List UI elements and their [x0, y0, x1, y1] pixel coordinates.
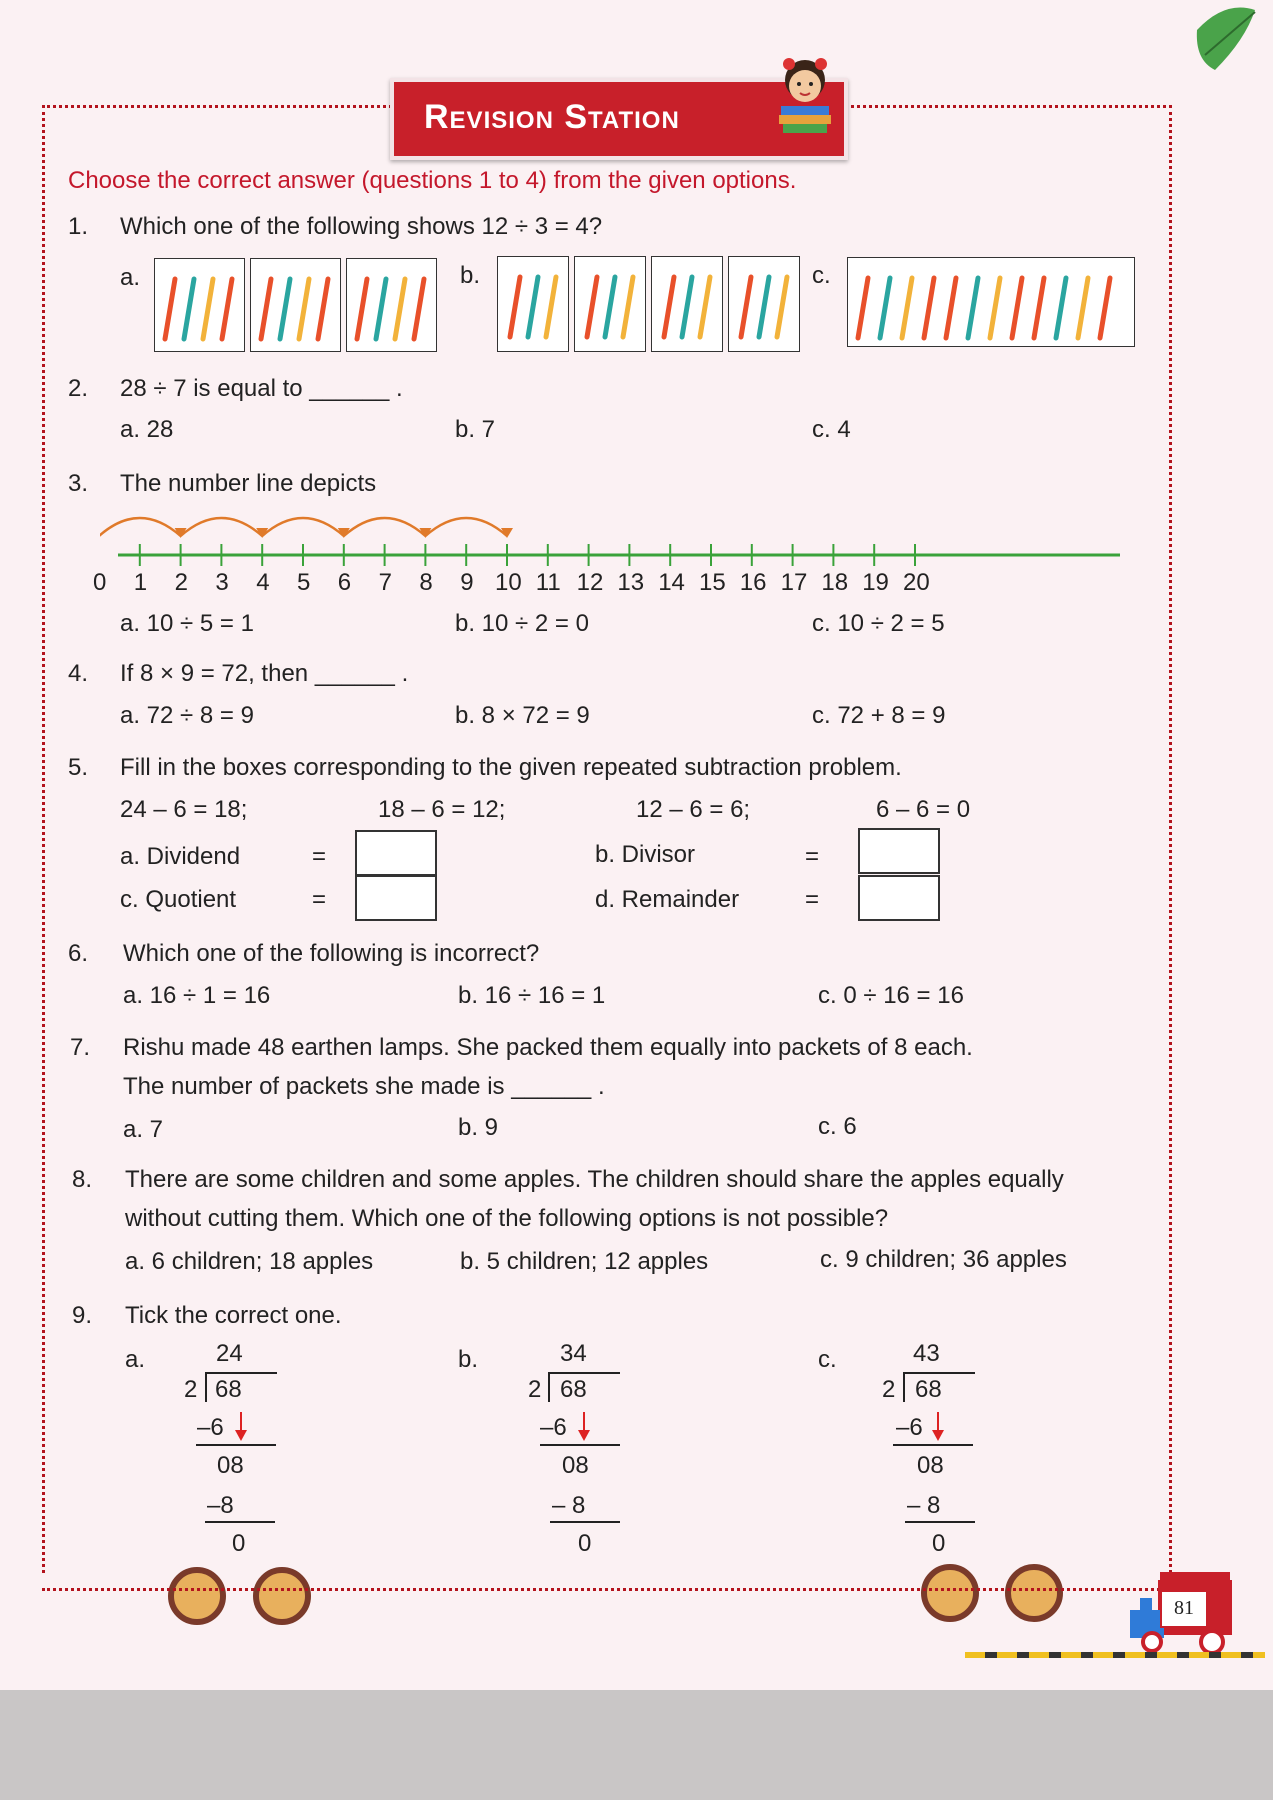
number-line-jump-arc — [344, 518, 426, 536]
dividend: 68 — [560, 1376, 587, 1403]
divisor: 2 — [882, 1376, 896, 1403]
remainder-answer-box[interactable] — [858, 875, 940, 921]
division-line — [550, 1521, 620, 1523]
q3-option-c[interactable]: c. 10 ÷ 2 = 5 — [812, 610, 945, 637]
pencil — [1034, 278, 1044, 338]
q2-number: 2. — [68, 375, 89, 402]
number-line-label: 20 — [903, 569, 930, 596]
pencil — [623, 277, 633, 337]
q3-text: The number line depicts — [120, 470, 377, 497]
pencil — [261, 279, 271, 339]
pencil — [924, 278, 934, 338]
dividend: 68 — [915, 1376, 942, 1403]
q8-option-a[interactable]: a. 6 children; 18 apples — [125, 1248, 374, 1275]
dividend-answer-box[interactable] — [355, 830, 437, 876]
q2-text: 28 ÷ 7 is equal to ______ . — [120, 375, 403, 402]
wheel-icon — [168, 1567, 226, 1625]
q5-quotient-label: c. Quotient — [120, 886, 237, 913]
remainder-step-1: 08 — [562, 1452, 589, 1479]
q5-number: 5. — [68, 754, 89, 781]
instructions: Choose the correct answer (questions 1 to 4) from the given options. — [68, 167, 797, 194]
number-line-label: 5 — [297, 569, 311, 596]
q4-number: 4. — [68, 660, 89, 687]
q3-option-b[interactable]: b. 10 ÷ 2 = 0 — [455, 610, 589, 637]
final-remainder: 0 — [578, 1530, 592, 1557]
q5-remainder-label: d. Remainder — [595, 886, 740, 913]
pencil — [741, 277, 751, 337]
q7-option-c[interactable]: c. 6 — [818, 1113, 857, 1140]
q5-text: Fill in the boxes corresponding to the given repeated subtraction problem. — [120, 754, 902, 781]
page-number: 81 — [1160, 1590, 1208, 1628]
q4-text: If 8 × 9 = 72, then ______ . — [120, 660, 409, 687]
wheel-icon — [921, 1564, 979, 1622]
number-line-label: 17 — [780, 569, 808, 596]
quotient: 24 — [216, 1340, 243, 1367]
pencil-group-icon — [574, 256, 646, 352]
number-line-label: 7 — [378, 569, 392, 596]
pencil — [222, 279, 232, 339]
pencil — [528, 277, 538, 337]
division-line — [893, 1444, 973, 1446]
pencil — [587, 277, 597, 337]
final-remainder: 0 — [232, 1530, 246, 1557]
pencil-group-icon — [847, 257, 1135, 347]
down-arrow-icon — [234, 1412, 248, 1442]
pencil — [990, 278, 1000, 338]
number-line-jump-arc — [262, 518, 344, 536]
leaf-decoration-icon — [1185, 0, 1273, 80]
number-line-jump-arc — [425, 518, 507, 536]
q1-option-b-label: b. — [460, 262, 481, 289]
pencil — [1100, 278, 1110, 338]
number-line-jump-arc — [181, 518, 263, 536]
q2-option-b[interactable]: b. 7 — [455, 416, 496, 443]
division-line — [540, 1444, 620, 1446]
divisor-answer-box[interactable] — [858, 828, 940, 874]
q2-option-c[interactable]: c. 4 — [812, 416, 851, 443]
q7-option-b[interactable]: b. 9 — [458, 1114, 499, 1141]
pencil-group-icon — [346, 258, 437, 352]
q8-option-b[interactable]: b. 5 children; 12 apples — [460, 1248, 709, 1275]
pencil — [858, 278, 868, 338]
q3-option-a[interactable]: a. 10 ÷ 5 = 1 — [120, 610, 254, 637]
subtract-step-1: –6 — [896, 1414, 923, 1441]
q5-divisor-label: b. Divisor — [595, 841, 696, 868]
q1-option-c-label: c. — [812, 262, 831, 289]
subtract-step-1: –6 — [197, 1414, 224, 1441]
pencil — [902, 278, 912, 338]
number-line-label: 3 — [215, 569, 229, 596]
subtract-step-2: – 8 — [552, 1492, 586, 1519]
q9-number: 9. — [72, 1302, 93, 1329]
remainder-step-1: 08 — [917, 1452, 944, 1479]
q5-equals: = — [312, 843, 327, 870]
number-line-label: 11 — [535, 569, 561, 596]
pencil — [1012, 278, 1022, 338]
q6-option-b[interactable]: b. 16 ÷ 16 = 1 — [458, 982, 606, 1009]
q5-equals: = — [312, 886, 327, 913]
pencil — [968, 278, 978, 338]
number-line-label: 16 — [739, 569, 767, 596]
pencil — [376, 279, 386, 339]
frame-bottom-border — [42, 1588, 1166, 1591]
q5-step-4: 6 – 6 = 0 — [876, 796, 971, 823]
pencil-group-icon — [250, 258, 341, 352]
girl-with-books-icon — [765, 50, 845, 145]
q9-text: Tick the correct one. — [125, 1302, 342, 1329]
rail-track-decoration — [965, 1652, 1265, 1658]
subtract-step-2: –8 — [207, 1492, 234, 1519]
q4-option-a[interactable]: a. 72 ÷ 8 = 9 — [120, 702, 254, 729]
q8-text-line1: There are some children and some apples. The children should share the apples equally — [125, 1166, 1064, 1193]
number-line-label: 13 — [617, 569, 645, 596]
pencil — [700, 277, 710, 337]
pencil-group-icon — [651, 256, 723, 352]
q7-number: 7. — [70, 1034, 91, 1061]
q4-option-c[interactable]: c. 72 + 8 = 9 — [812, 702, 946, 729]
pencil — [357, 279, 367, 339]
number-line-label: 18 — [821, 569, 849, 596]
quotient: 34 — [560, 1340, 587, 1367]
pencil-group-icon — [154, 258, 245, 352]
q1-number: 1. — [68, 213, 89, 240]
pencil — [280, 279, 290, 339]
number-line-jump-arc — [100, 518, 181, 536]
pencil — [184, 279, 194, 339]
pencil — [414, 279, 424, 339]
dividend: 68 — [215, 1376, 242, 1403]
down-arrow-icon — [577, 1412, 591, 1442]
pencil — [946, 278, 956, 338]
number-line-label: 15 — [699, 569, 726, 596]
pencil — [880, 278, 890, 338]
wheel-icon — [1005, 1564, 1063, 1622]
number-line-label: 9 — [460, 569, 474, 596]
q5-step-1: 24 – 6 = 18; — [120, 796, 248, 823]
final-remainder: 0 — [932, 1530, 946, 1557]
q7-text-line1: Rishu made 48 earthen lamps. She packed them equally into packets of 8 each. — [123, 1034, 973, 1061]
q5-step-3: 12 – 6 = 6; — [636, 796, 751, 823]
pencil — [299, 279, 309, 339]
remainder-step-1: 08 — [217, 1452, 244, 1479]
q5-dividend-label: a. Dividend — [120, 843, 241, 870]
q5-step-2: 18 – 6 = 12; — [378, 796, 506, 823]
divisor: 2 — [528, 1376, 542, 1403]
q7-option-a[interactable]: a. 7 — [123, 1116, 164, 1143]
q6-text: Which one of the following is incorrect? — [123, 940, 540, 967]
pencil — [777, 277, 787, 337]
pencil — [510, 277, 520, 337]
pencil — [759, 277, 769, 337]
number-line — [100, 500, 1130, 600]
pencil — [664, 277, 674, 337]
q6-option-a[interactable]: a. 16 ÷ 1 = 16 — [123, 982, 271, 1009]
pencil — [1056, 278, 1066, 338]
q2-option-a[interactable]: a. 28 — [120, 416, 174, 443]
number-line-label: 4 — [256, 569, 270, 596]
division-line — [205, 1521, 275, 1523]
number-line-label: 8 — [419, 569, 433, 596]
q8-number: 8. — [72, 1166, 93, 1193]
pencil — [165, 279, 175, 339]
subtract-step-2: – 8 — [907, 1492, 941, 1519]
q9-option-label: c. — [818, 1346, 837, 1373]
pencil-group-icon — [497, 256, 569, 352]
pencil — [605, 277, 615, 337]
division-line — [196, 1444, 276, 1446]
quotient: 43 — [913, 1340, 940, 1367]
down-arrow-icon — [931, 1412, 945, 1442]
number-line-label: 12 — [576, 569, 604, 596]
number-line-label: 1 — [133, 569, 148, 596]
number-line-label: 19 — [862, 569, 889, 596]
subtract-step-1: –6 — [540, 1414, 567, 1441]
number-line-label: 2 — [174, 569, 188, 596]
number-line-label: 0 — [93, 569, 107, 596]
q9-option-label: b. — [458, 1346, 479, 1373]
number-line-label: 6 — [337, 569, 352, 596]
pencil — [203, 279, 213, 339]
q7-text-line2: The number of packets she made is ______ . — [123, 1073, 605, 1100]
quotient-answer-box[interactable] — [355, 875, 437, 921]
pencil — [546, 277, 556, 337]
division-line — [905, 1521, 975, 1523]
q8-text-line2: without cutting them. Which one of the following options is not possible? — [125, 1205, 889, 1232]
pencil — [1078, 278, 1088, 338]
divisor: 2 — [184, 1376, 198, 1403]
q5-equals: = — [805, 843, 820, 870]
pencil — [318, 279, 328, 339]
pencil — [682, 277, 692, 337]
q1-option-a-label: a. — [120, 264, 141, 291]
q9-option-label: a. — [125, 1346, 146, 1373]
page-title: Revision Station — [424, 98, 680, 136]
q6-option-c[interactable]: c. 0 ÷ 16 = 16 — [818, 982, 964, 1009]
q5-equals: = — [805, 886, 820, 913]
q6-number: 6. — [68, 940, 89, 967]
q1-text: Which one of the following shows 12 ÷ 3 = 4? — [120, 213, 603, 240]
pencil — [395, 279, 405, 339]
q8-option-c[interactable]: c. 9 children; 36 apples — [820, 1246, 1067, 1273]
q3-number: 3. — [68, 470, 89, 497]
number-line-label: 14 — [658, 569, 685, 596]
pencil-group-icon — [728, 256, 800, 352]
q4-option-b[interactable]: b. 8 × 72 = 9 — [455, 702, 590, 729]
number-line-label: 10 — [495, 569, 522, 596]
wheel-icon — [253, 1567, 311, 1625]
